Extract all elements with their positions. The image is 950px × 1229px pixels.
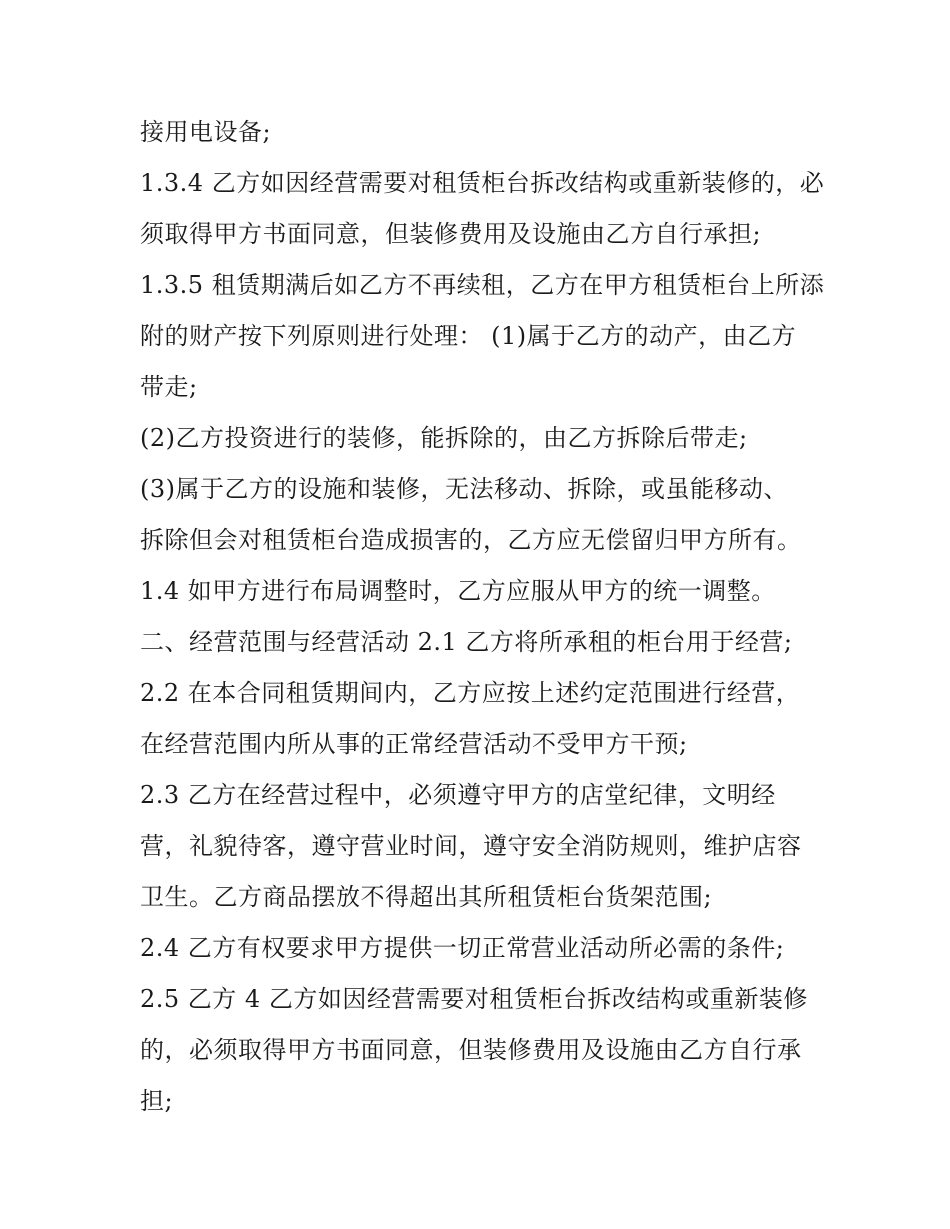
text-line: 接用电设备; <box>140 118 272 146</box>
text-line: 1.3.5 租赁期满后如乙方不再续租，乙方在甲方租赁柜台上所添 <box>140 271 825 299</box>
text-line: 1.4 如甲方进行布局调整时，乙方应服从甲方的统一调整。 <box>140 577 776 605</box>
text-line: 2.3 乙方在经营过程中，必须遵守甲方的店堂纪律，文明经 <box>140 781 776 809</box>
text-line: 2.5 乙方 4 乙方如因经营需要对租赁柜台拆改结构或重新装修 <box>140 985 808 1013</box>
text-line: 附的财产按下列原则进行处理： (1)属于乙方的动产，由乙方 <box>140 322 797 350</box>
text-line: 卫生。乙方商品摆放不得超出其所租赁柜台货架范围; <box>140 883 713 911</box>
text-line: 营，礼貌待客，遵守营业时间，遵守安全消防规则，维护店容 <box>140 832 802 860</box>
text-line: 2.4 乙方有权要求甲方提供一切正常营业活动所必需的条件; <box>140 934 785 962</box>
text-line: 带走; <box>140 373 198 401</box>
text-line: 担; <box>140 1087 174 1115</box>
text-line: (2)乙方投资进行的装修，能拆除的，由乙方拆除后带走; <box>140 424 748 452</box>
text-line: 2.2 在本合同租赁期间内，乙方应按上述约定范围进行经营， <box>140 679 801 707</box>
text-line: 须取得甲方书面同意，但装修费用及设施由乙方自行承担; <box>140 220 762 248</box>
document-body <box>140 107 825 1127</box>
text-line: 的，必须取得甲方书面同意，但装修费用及设施由乙方自行承 <box>140 1036 802 1064</box>
text-line: 二、经营范围与经营活动 2.1 乙方将所承租的柜台用于经营; <box>140 628 793 656</box>
text-line: (3)属于乙方的设施和装修，无法移动、拆除，或虽能移动、 <box>140 475 788 503</box>
text-line: 在经营范围内所从事的正常经营活动不受甲方干预; <box>140 730 688 758</box>
text-line: 1.3.4 乙方如因经营需要对租赁柜台拆改结构或重新装修的，必 <box>140 169 825 197</box>
text-line: 拆除但会对租赁柜台造成损害的，乙方应无偿留归甲方所有。 <box>140 526 802 554</box>
